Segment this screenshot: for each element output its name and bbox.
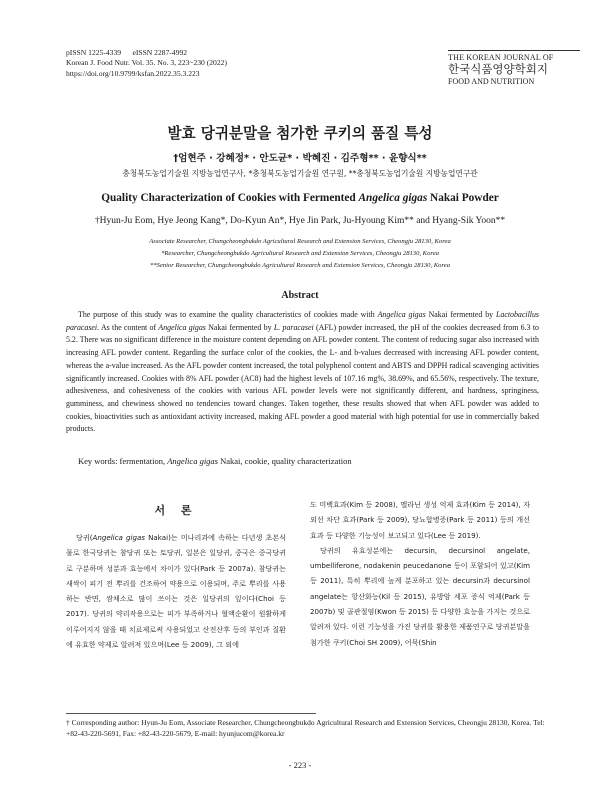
english-title-part2: Nakai Powder xyxy=(427,192,499,204)
abstract-species: Angelica gigas xyxy=(377,310,426,319)
english-affiliation-1: Associate Researcher, Chungcheongbukdo Agricultural Research and Extension Services, Cheongju 28130, Korea xyxy=(149,238,451,245)
journal-name-english-bottom: FOOD AND NUTRITION xyxy=(448,77,535,86)
intro-text: 당귀( xyxy=(76,533,93,542)
intro-paragraph-2: 당귀의 유효성분에는 decursin, decursinol angelate, umbelliferone, nodakenin peucedanone 등이 포함되어 있고(Kim 등 2011), 특히 뿌리에 높게 분포하고 있는 decursin과 decursinol angelate는 항산화능(Kil 등 2015), 유방암 세포 증식 억제(Park 등 2007b) 및 골관절염(Kwon 등 2015) 등 다양한 효능을 가지는 것으로 알려져 있다. 이런 기능성을 가진 당귀를 활용한 제품연구로 당귀분말을 첨가한 쿠키(Choi SH 2009), 어묵(Shin xyxy=(310,545,530,647)
abstract-text: . As the content of xyxy=(97,322,159,332)
abstract-species: Angelica gigas xyxy=(158,322,206,332)
korean-title: 발효 당귀분말을 첨가한 쿠키의 품질 특성 xyxy=(167,125,433,142)
abstract-species: Lactobacillus paracasei xyxy=(66,310,539,332)
introduction-heading: 서 론 xyxy=(154,504,198,517)
abstract-body xyxy=(66,309,539,436)
english-title xyxy=(0,192,600,204)
page-number: - 223 - xyxy=(288,760,312,770)
journal-top-rule xyxy=(448,50,580,51)
abstract-text: Nakai fermented by xyxy=(425,310,497,319)
english-title-species: Angelica gigas xyxy=(358,192,428,204)
header-citation-block xyxy=(66,48,227,79)
footnote-divider xyxy=(66,713,316,714)
keywords-species: Angelica gigas xyxy=(167,456,218,466)
korean-authors: †엄현주 · 강혜정* · 안도균* · 박혜진 · 김주형** · 윤향식** xyxy=(173,153,427,164)
abstract-species: L. paracasei xyxy=(273,322,314,332)
keywords xyxy=(78,456,352,466)
journal-logo xyxy=(448,50,580,86)
intro-left-column xyxy=(66,530,286,652)
abstract-text: (AFL) powder increased, the pH of the cookies decreased from 6.3 to 5.2. There was no significant difference in the moisture content depending on AFL powder content. The content of reducing sugar also increased with increasing AFL powder content. Regarding the surface color of the cookies, the L- and b-values decreased with increasing AFL powder content, whereas the a-value increased. As the AFL powder content increased, the total polyphenol content and ABTS and DPPH radical scavenging activities significantly increased. Cookies with 8% AFL powder (AC8) had the highest levels of 107.16 mg%, 38.69%, and 65.56%, respectively. The texture, adhesiveness, and cohesiveness of the cookies with various AFL powder levels were not significantly different, and hardness, springiness, gumminess, and chewiness showed no tendencies toward changes. Taken together, these results showed that when AFL powder was added to cookies, bioactivities such as antioxidant activity increased, making AFL powder a good material with high potential for use in commercially baked products. xyxy=(66,322,539,434)
english-affiliation-2: *Researcher, Chungcheongbukdo Agricultural Research and Extension Services, Cheongju 28130, Korea xyxy=(161,250,439,257)
english-affiliation-3: **Senior Researcher, Chungcheongbukdo Agricultural Research and Extension Services, Cheongju 28130, Korea xyxy=(149,262,451,269)
doi-link[interactable]: https://doi.org/10.9799/ksfan.2022.35.3.223 xyxy=(66,68,200,78)
abstract-text: The purpose of this study was to examine the quality characteristics of cookies made with xyxy=(78,310,378,319)
intro-text: Nakai)는 미나리과에 속하는 다년생 초본식물로 한국당귀는 참당귀 또는 토당귀, 일본은 일당귀, 중국은 중국당귀로 구분하며 성분과 효능에서 차이가 있다(Park 등 2007a). 참당귀는 새싹이 피기 전 뿌리를 건조하여 약용으로 이용되며, 주로 뿌리를 사용하는 반면, 쌈채소로 많이 쓰이는 것은 일당귀의 잎이다(Choi 등 2017). 당귀의 약리작용으로는 피가 부족하거나 혈액순환이 원활하게 이루어지지 않을 때 치료제로써 사용되었고 산전산후 등의 부인과 질환에 유효한 약제로 알려져 있으며(Lee 등 2009), 그 외에 xyxy=(66,533,286,650)
corresponding-author-footnote: † Corresponding author: Hyun-Ju Eom, Associate Researcher, Chungcheongbukdo Agricultural Research and Extension Services, Cheongju 28130, Korea. Tel: +82-43-220-5691, Fax: +82-43-220-5679, E-mail: hyunjucom@korea.kr xyxy=(66,718,545,739)
citation-line: Korean J. Food Nutr. Vol. 35. No. 3, 223~230 (2022) xyxy=(66,58,227,68)
intro-paragraph-1: 도 미백효과(Kim 등 2008), 멜라닌 생성 억제 효과(Kim 등 2014), 자외선 차단 효과(Park 등 2009), 당뇨합병증(Park 등 2011) 등의 개선효과 등 다양한 기능성이 보고되고 있다(Lee 등 2019). xyxy=(310,500,530,540)
english-authors: †Hyun-Ju Eom, Hye Jeong Kang*, Do-Kyun An*, Hye Jin Park, Ju-Hyoung Kim** and Hyang-Sik Yoon** xyxy=(94,216,506,226)
keywords-text: Key words: fermentation, xyxy=(78,456,168,466)
korean-affiliations: 충청북도농업기술원 지방농업연구사, *충청북도농업기술원 연구원, **충청북도농업기술원 지방농업연구관 xyxy=(122,169,478,178)
keywords-text: Nakai, cookie, quality characterization xyxy=(218,456,352,466)
journal-name-english-top: THE KOREAN JOURNAL OF xyxy=(448,53,554,62)
intro-right-column xyxy=(310,497,530,650)
journal-name-korean: 한국식품영양학회지 xyxy=(448,62,548,76)
abstract-heading: Abstract xyxy=(281,290,319,301)
english-title-part1: Quality Characterization of Cookies with Fermented xyxy=(101,192,359,204)
issn-line: pISSN 1225-4339 eISSN 2287-4992 xyxy=(66,48,188,57)
intro-species: Angelica gigas xyxy=(92,533,146,542)
abstract-text: Nakai fermented by xyxy=(205,322,274,332)
